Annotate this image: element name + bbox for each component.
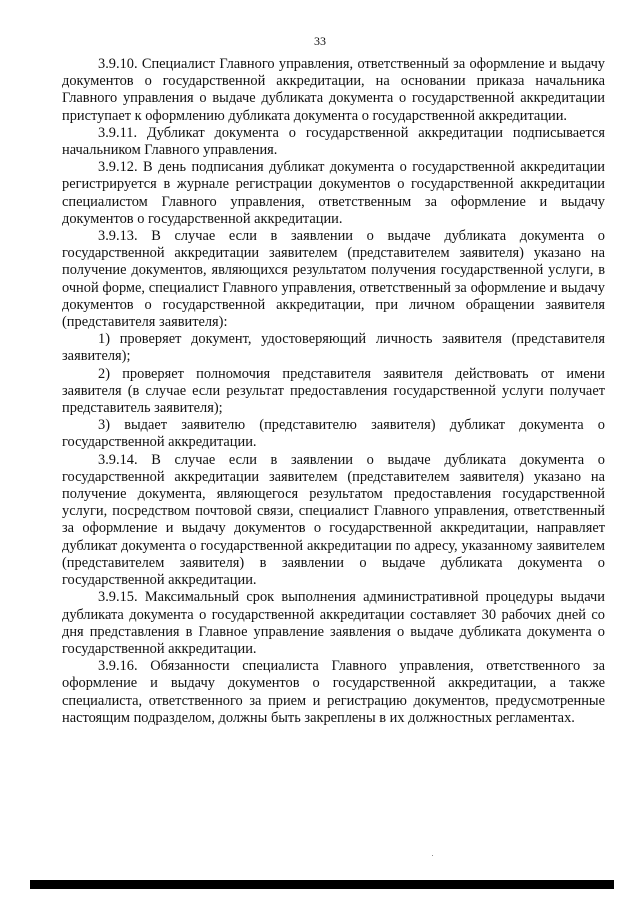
paragraph-3-9-10: 3.9.10. Специалист Главного управления, ответственный за оформление и выдачу документов о государственной аккредитации, на основании приказа начальника Главного управления о выдаче дубликата документа о государственной аккредитации приступает к оформлению дубликата документа о государственной аккредитации.	[62, 56, 605, 124]
paragraph-3-9-12: 3.9.12. В день подписания дубликат документа о государственной аккредитации регистрируется в журнале регистрации документов о государственной аккредитации специалистом Главного управления, ответственным за оформление и выдачу документов о государственной аккредитации.	[62, 159, 605, 227]
scan-speck	[432, 855, 433, 856]
list-item-1: 1) проверяет документ, удостоверяющий личность заявителя (представителя заявителя);	[62, 331, 605, 365]
paragraph-3-9-11: 3.9.11. Дубликат документа о государственной аккредитации подписывается начальником Главного управления.	[62, 124, 605, 159]
page-number: 33	[314, 34, 326, 48]
paragraph-3-9-16: 3.9.16. Обязанности специалиста Главного управления, ответственного за оформление и выдачу документов о государственной аккредитации, а также специалиста, ответственного за прием и регистрацию документов, предусмотренные настоящим подразделом, должны быть закреплены в их должностных регламентах.	[62, 658, 605, 726]
paragraph-3-9-15: 3.9.15. Максимальный срок выполнения административной процедуры выдачи дубликата документа о государственной аккредитации составляет 30 рабочих дней со дня представления в Главное управление заявления о выдаче дубликата документа о государственной аккредитации.	[62, 589, 605, 657]
list-item-2: 2) проверяет полномочия представителя заявителя действовать от имени заявителя (в случае если результат предоставления государственной услуги получает представитель заявителя);	[62, 365, 605, 417]
list-item-3: 3) выдает заявителю (представителю заявителя) дубликат документа о государственной аккредитации.	[62, 417, 605, 451]
scan-bottom-edge	[30, 880, 614, 889]
document-body	[62, 56, 605, 727]
paragraph-3-9-13: 3.9.13. В случае если в заявлении о выдаче дубликата документа о государственной аккредитации заявителем (представителем заявителя) указано на получение документов, являющихся результатом получения государственной услуги, в очной форме, специалист Главного управления, ответственный за оформление и выдачу документов о государственной аккредитации, при личном обращении заявителя (представителя заявителя):	[62, 228, 605, 331]
paragraph-3-9-14: 3.9.14. В случае если в заявлении о выдаче дубликата документа о государственной аккредитации заявителем (представителем заявителя) указано на получение документа, являющегося результатом предоставления государственной услуги, посредством почтовой связи, специалист Главного управления, ответственный за оформление и выдачу документов о государственной аккредитации, направляет дубликат документа о государственной аккредитации по адресу, указанному заявителем (представителем заявителя) в заявлении о выдаче дубликата документа о государственной аккредитации.	[62, 451, 605, 589]
